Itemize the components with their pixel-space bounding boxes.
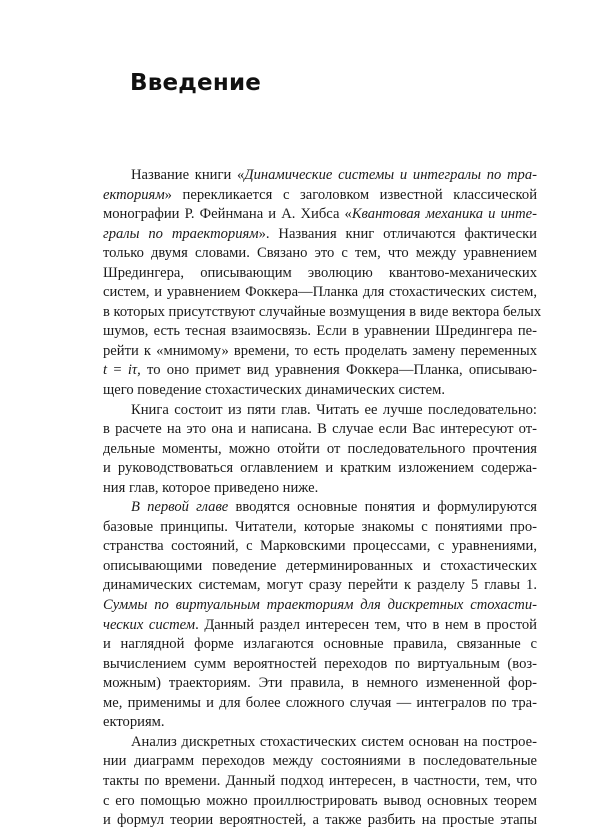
text-line: [103, 498, 537, 518]
text-line: [103, 361, 537, 381]
text-line: [103, 713, 537, 733]
text-line: [103, 166, 537, 186]
text-run: только двумя словами. Связано это с тем, что между уравнением: [103, 245, 537, 262]
text-run: шумов, есть тесная взаимосвязь. Если в уравнении Шредингера пе-: [103, 323, 537, 340]
text-line: [103, 674, 537, 694]
text-run: вычислением сумм вероятностей переходов по виртуальным (воз-: [103, 655, 537, 672]
text-run: и наглядной форме излагаются основные правила, связанные с: [103, 636, 537, 653]
text-run: можным) траекториям. Эти правила, в немного измененной фор-: [103, 675, 537, 692]
text-line: [103, 772, 537, 792]
text-run: ния глав, которое приведено ниже.: [103, 479, 319, 496]
text-line: [103, 811, 537, 831]
italic-text: Динамические системы и интегралы по тра-: [244, 167, 538, 183]
italic-text: Квантовая механика и инте-: [351, 206, 537, 223]
text-line: [103, 264, 537, 284]
text-run: и руководствоваться оглавлением и кратким изложением содержа-: [103, 460, 537, 477]
italic-text: Суммы по виртуальным траекториям для дискретных стохасти-: [103, 597, 537, 614]
text-line: [103, 342, 537, 362]
body-text: [103, 166, 542, 831]
chapter-title: Введение: [130, 70, 262, 96]
text-run: в расчете на это она и написана. В случае если Вас интересуют от-: [103, 421, 537, 438]
italic-text: t: [103, 362, 108, 379]
text-line: [103, 635, 537, 655]
text-line: [103, 303, 542, 323]
text-line: [103, 596, 537, 616]
paragraph: [103, 401, 537, 499]
paragraph: [103, 733, 537, 831]
italic-text: екториям: [103, 186, 165, 203]
text-run: ». Названия книг отличаются фактически: [258, 225, 537, 242]
italic-text: iτ: [127, 362, 138, 379]
text-line: [103, 752, 537, 772]
text-run: Книга состоит из пяти глав. Читать ее лучше последовательно:: [131, 401, 537, 418]
italic-text: гралы по траекториям: [103, 225, 259, 242]
text-line: [103, 205, 537, 225]
text-run: систем, и уравнением Фоккера—Планка для стохастических систем,: [103, 284, 537, 301]
text-run: . Данный раздел интересен тем, что в нем в простой: [195, 616, 537, 633]
text-line: [103, 244, 537, 264]
text-line: [103, 322, 537, 342]
text-line: [103, 459, 537, 479]
text-run: описывающими поведение детерминированных и стохастических: [103, 557, 537, 574]
text-run: Шредингера, описывающим эволюцию квантово-механических: [103, 264, 537, 281]
text-line: [103, 381, 537, 401]
text-run: нии диаграмм переходов между состояниями в последовательные: [103, 753, 537, 770]
text-run: дельные моменты, можно отойти от последовательного прочтения: [103, 440, 537, 457]
paragraph: [103, 166, 542, 401]
text-run: с его помощью можно проиллюстрировать вывод основных теорем: [103, 792, 537, 809]
text-line: [103, 557, 537, 577]
text-line: [103, 283, 537, 303]
text-line: [103, 733, 537, 753]
text-line: [103, 440, 537, 460]
text-line: [103, 186, 537, 206]
italic-text: В первой главе: [131, 499, 229, 516]
paragraph: [103, 498, 537, 733]
text-line: [103, 401, 537, 421]
text-line: [103, 616, 537, 636]
text-run: Анализ дискретных стохастических систем основан на построе-: [131, 733, 537, 750]
italic-text: ческих систем: [103, 616, 196, 633]
text-line: [103, 518, 537, 538]
text-run: , то оно примет вид уравнения Фоккера—Планка, описываю-: [137, 362, 537, 379]
text-run: базовые принципы. Читатели, которые знакомы с понятиями про-: [103, 518, 537, 535]
text-run: монографии Р. Фейнмана и А. Хибса «: [103, 206, 352, 223]
text-line: [103, 420, 537, 440]
text-line: [103, 576, 537, 596]
text-run: вводятся основные понятия и формулируются: [228, 499, 538, 516]
text-line: [103, 537, 537, 557]
text-run: ме, применимы и для более сложного случая — интегралов по тра-: [103, 694, 537, 711]
text-run: » перекликается с заголовком известной классической: [164, 186, 537, 203]
text-run: =: [107, 362, 128, 379]
text-run: такты по времени. Данный подход интересен, в частности, тем, что: [103, 772, 537, 789]
text-line: [103, 792, 537, 812]
text-line: [103, 225, 537, 245]
text-run: странства состояний, с Марковскими процессами, с уравнениями,: [103, 538, 537, 555]
text-line: [103, 479, 537, 499]
text-run: рейти к «мнимому» времени, то есть проделать замену переменных: [103, 342, 537, 359]
text-run: и формул теории вероятностей, а также разбить на простые этапы: [103, 812, 537, 829]
text-run: динамических системам, могут сразу перейти к разделу 5 главы 1.: [103, 577, 537, 594]
text-line: [103, 655, 537, 675]
text-run: в которых присутствуют случайные возмущения в виде вектора белых: [103, 303, 542, 320]
text-run: Название книги «: [131, 167, 245, 183]
text-run: екториям.: [103, 714, 165, 731]
text-line: [103, 694, 537, 714]
text-run: щего поведение стохастических динамических систем.: [103, 382, 446, 399]
